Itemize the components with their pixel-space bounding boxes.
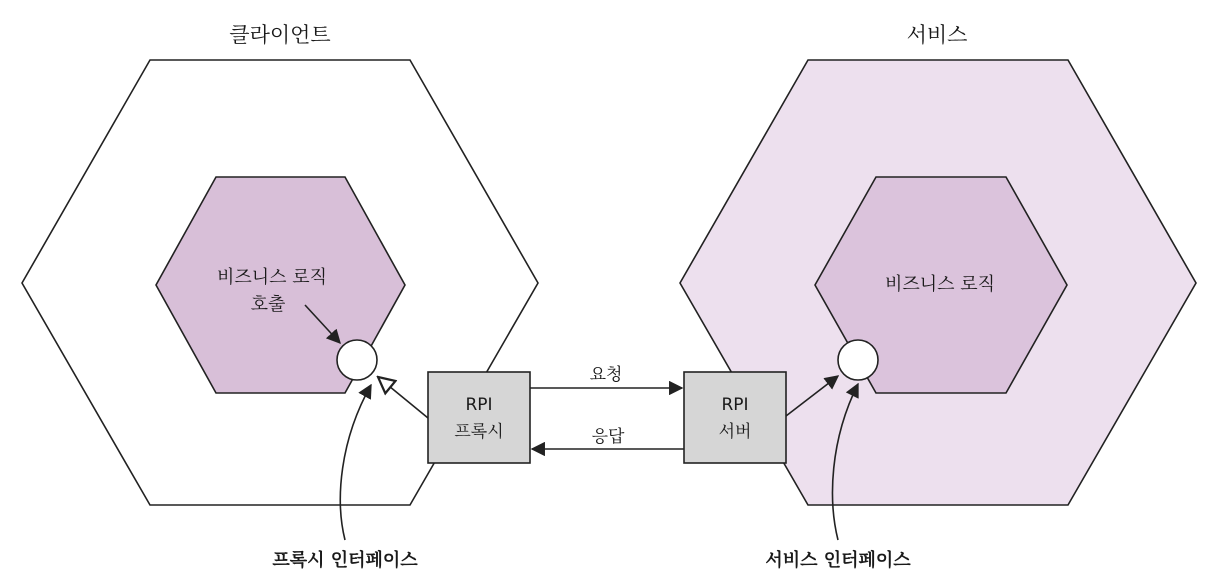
rpi-server-line2: 서버	[718, 422, 752, 442]
rpi-server-line1: RPI	[721, 395, 749, 415]
client-title: 클라이언트	[229, 23, 331, 47]
client-port-circle	[337, 340, 377, 380]
service-port-circle	[838, 340, 878, 380]
client-call-label: 호출	[250, 294, 286, 315]
rpi-server-box	[684, 372, 786, 463]
client-business-logic-label: 비즈니스 로직	[216, 267, 328, 288]
response-label: 응답	[591, 427, 625, 447]
service-title: 서비스	[906, 23, 968, 47]
proxy-interface-label: 프록시 인터페이스	[272, 550, 418, 571]
service-interface-label: 서비스 인터페이스	[765, 550, 911, 571]
rpi-proxy-line2: 프록시	[454, 422, 504, 442]
request-label: 요청	[589, 365, 623, 385]
service-business-logic-label: 비즈니스 로직	[884, 274, 996, 295]
rpi-proxy-line1: RPI	[465, 395, 493, 415]
rpi-proxy-box	[428, 372, 530, 463]
